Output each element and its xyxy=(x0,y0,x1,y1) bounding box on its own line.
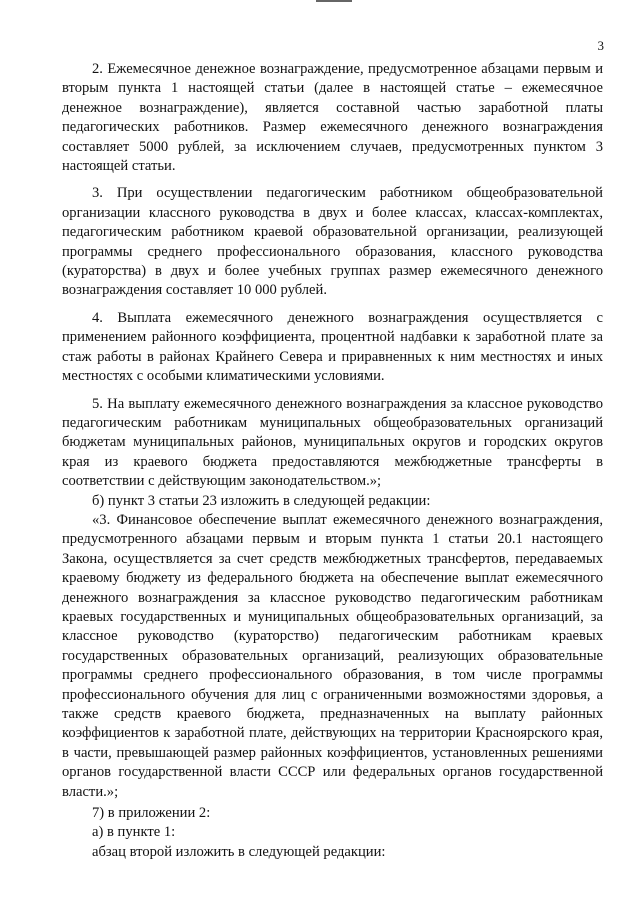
paragraph-quoted-item-3: «3. Финансовое обеспечение выплат ежемесячного денежного вознаграждения, предусмотренного абзацами первым и вторым пункта 1 статьи 20.1 настоящего Закона, осуществляется за счет средств межбюджетных трансфертов, передаваемых краевому бюджету из федерального бюджета на обеспечение выплат ежемесячного денежного вознаграждения за классное руководство педагогическим работникам краевых государственных и муниципальных общеобразовательных организаций, за классное руководство (кураторство) педагогическим работникам краевых государственных образовательных организаций, реализующих образовательные программы среднего профессионального образования, в том числе программы профессионального обучения для лиц с ограниченными возможностями здоровья, а также средств краевого бюджета, предназначенных на выплату районных коэффициентов к заработной плате, действующих на территории Красноярского края, в части, превышающей размер районных коэффициентов, установленных решениями органов государственной власти СССР или федеральных органов государственной власти.»; xyxy=(62,511,603,800)
paragraph-subitem-a: а) в пункте 1: xyxy=(92,824,176,841)
paragraph-item-2: 2. Ежемесячное денежное вознаграждение, предусмотренное абзацами первым и вторым пункта 1 настоящей статьи (далее в настоящей статье – ежемесячное денежное вознаграждение), является составной частью заработной платы педагогических работников. Размер ежемесячного денежного вознаграждения составляет 5000 рублей, за исключением случаев, предусмотренных пунктом 3 настоящей статьи. xyxy=(62,61,603,175)
document-body xyxy=(62,60,603,862)
paragraph-item-3: 3. При осуществлении педагогическим работником общеобразовательной организации классного руководства в двух и более классах, классах-комплектах, педагогическим работником краевой образовательной организации, реализующей программы среднего профессионального образования, классного руководства (кураторства) в двух и более учебных группах размер ежемесячного денежного вознаграждения составляет 10 000 рублей. xyxy=(62,185,603,299)
page-top-mark xyxy=(316,0,352,2)
paragraph-subitem-b: б) пункт 3 статьи 23 изложить в следующей редакции: xyxy=(92,492,431,509)
paragraph-item-7: 7) в приложении 2: xyxy=(92,805,211,822)
page-number: 3 xyxy=(597,38,604,53)
paragraph-item-5: 5. На выплату ежемесячного денежного вознаграждения за классное руководство педагогическим работникам муниципальных общеобразовательных организаций бюджетам муниципальных районов, муниципальных округов и городских округов края из краевого бюджета предоставляются межбюджетные трансферты в соответствии с действующим законодательством.»; xyxy=(62,395,603,490)
paragraph-amendment-intro: абзац второй изложить в следующей редакции: xyxy=(92,843,386,860)
paragraph-item-4: 4. Выплата ежемесячного денежного вознаграждения осуществляется с применением районного коэффициента, процентной надбавки к заработной плате за стаж работы в районах Крайнего Севера и приравненных к ним местностях и иных местностях с особыми климатическими условиями. xyxy=(62,309,603,385)
